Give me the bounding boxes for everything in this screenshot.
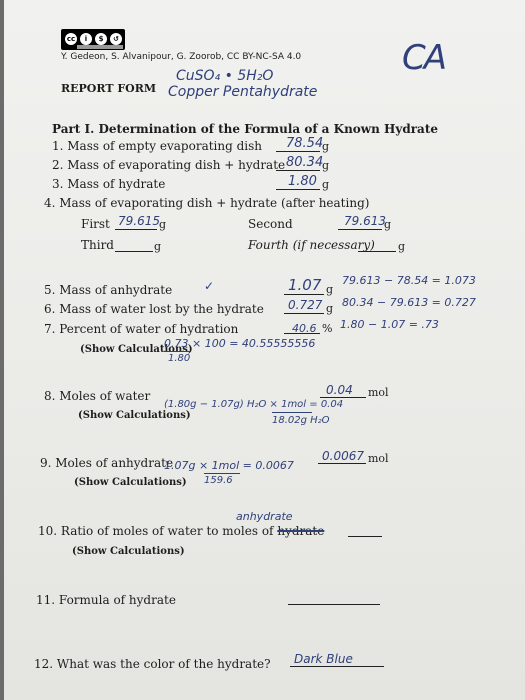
fourth-label: Fourth (if necessary) [248,238,375,252]
q7-work-hw: 1.80 − 1.07 = .73 [340,318,439,331]
q10-correction-hw: anhydrate [236,510,293,523]
sa-icon: ↺ [109,32,123,46]
q5-value: 1.07 [288,276,322,294]
q5-unit: g [326,283,334,296]
q8-unit: mol [368,386,389,399]
student-initials-hw: CA [402,38,445,78]
q9-calc-label: (Show Calculations) [74,477,187,488]
item1-value: 78.54 [286,136,324,151]
item3-value: 1.80 [288,174,317,189]
formula-hw: CuSO₄ • 5H₂O [176,68,274,84]
q7-calc-label: (Show Calculations) [80,344,193,355]
q7-unit: % [322,322,333,335]
cc-icon: cc [64,32,78,46]
q10-label-prefix: 10. Ratio of moles of water to moles of [38,524,274,538]
item1-unit: g [322,140,330,153]
q10-label [38,524,324,538]
q6-label: 6. Mass of water lost by the hydrate [44,302,264,316]
q9-label: 9. Moles of anhydrate [40,456,174,470]
second-value: 79.613 [344,214,386,228]
item4-label: 4. Mass of evaporating dish + hydrate (after heating) [44,196,370,210]
second-label: Second [248,217,293,231]
first-value: 79.615 [118,214,160,228]
q7-calc-line1-hw: 0.73 × 100 = 40.55555556 [164,337,316,350]
fourth-unit: g [398,240,406,253]
q8-value: 0.04 [326,383,353,397]
q9-calc-line1-hw: 1.07g × 1mol = 0.0067 [164,459,294,472]
third-unit: g [154,240,162,253]
nc-icon: $ [94,32,108,46]
item1-label: 1. Mass of empty evaporating dish [52,139,263,153]
q8-calc-label: (Show Calculations) [78,410,191,421]
item2-label: 2. Mass of evaporating dish + hydrate [52,158,286,172]
compound-name-hw: Copper Pentahydrate [168,84,318,100]
q7-value: 40.6 [292,322,317,335]
q5-label: 5. Mass of anhydrate [44,283,173,297]
third-label: Third [81,238,114,252]
q6-work-hw: 80.34 − 79.613 = 0.727 [342,296,476,309]
q8-calc-line1-hw: (1.80g − 1.07g) H₂O × 1mol = 0.04 [164,399,344,410]
part1-title: Part I. Determination of the Formula of a Known Hydrate [52,122,439,136]
q9-calc-line2-hw: 159.6 [204,475,233,486]
q8-label: 8. Moles of water [44,389,151,403]
first-unit: g [159,218,167,231]
q11-label: 11. Formula of hydrate [36,593,176,607]
q5-check-hw: ✓ [204,279,215,293]
q10-struck-word: hydrate [277,524,325,538]
q9-value: 0.0067 [322,449,364,463]
q6-unit: g [326,302,334,315]
q6-value: 0.727 [288,298,323,312]
q10-calc-label: (Show Calculations) [72,546,185,557]
license-authors: Y. Gedeon, S. Alvanipour, G. Zoorob, CC BY-NC-SA 4.0 [61,52,302,62]
q7-label: 7. Percent of water of hydration [44,322,239,336]
second-unit: g [384,218,392,231]
q12-label: 12. What was the color of the hydrate? [34,657,271,671]
by-icon: i [79,32,93,46]
cc-license-badge [61,29,125,50]
item2-value: 80.34 [286,155,324,170]
q5-work-hw: 79.613 − 78.54 = 1.073 [342,274,476,287]
first-label: First [81,217,110,231]
q9-unit: mol [368,452,389,465]
report-form-title: REPORT FORM [61,82,157,95]
item3-label: 3. Mass of hydrate [52,177,166,191]
q12-value: Dark Blue [294,652,353,666]
q7-calc-line2-hw: 1.80 [168,353,191,364]
item3-unit: g [322,178,330,191]
report-form-page [4,0,525,700]
q8-calc-line2-hw: 18.02g H₂O [272,415,330,426]
item2-unit: g [322,159,330,172]
